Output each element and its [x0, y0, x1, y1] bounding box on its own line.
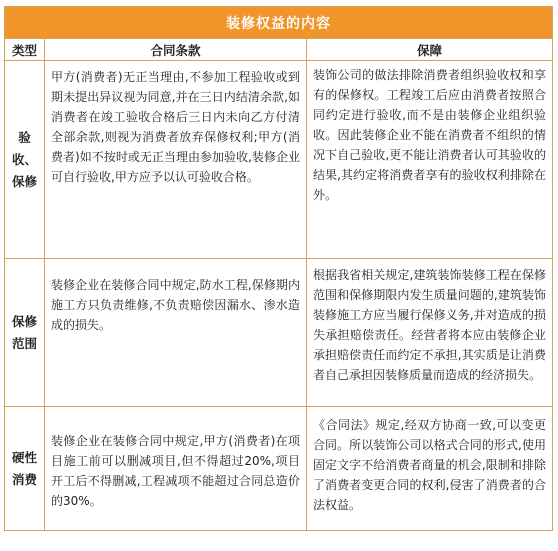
- clause-cell: 装修企业在装修合同中规定,防水工程,保修期内施工方只负责维修,不负责赔偿因漏水、渗水造成的损失。: [45, 259, 307, 407]
- type-line: 硬性: [11, 449, 37, 465]
- header-guarantee: 保障: [307, 39, 553, 61]
- type-cell-acceptance: [5, 61, 45, 259]
- type-line: 消费: [11, 471, 37, 487]
- table-header-row: [5, 39, 553, 61]
- type-cell-mandatory-consumption: [5, 407, 45, 531]
- guarantee-cell: 装饰公司的做法排除消费者组织验收权和享有的保修权。工程竣工后应由消费者按照合同约定进行验收,而不是由装修企业组织验收。因此装修企业不能在消费者不组织的情况下自己验收,更不能让消费者认可其验收的结果,其约定将消费者享有的验收权利排除在外。: [307, 61, 553, 259]
- header-clause: 合同条款: [45, 39, 307, 61]
- table-row: [5, 61, 553, 259]
- decoration-rights-table: [4, 6, 553, 531]
- guarantee-cell: 根据我省相关规定,建筑装饰装修工程在保修范围和保修期限内发生质量问题的,建筑装饰装修施工方应当履行保修义务,并对造成的损失承担赔偿责任。经营者将本应由装修企业承担赔偿责任而约定不承担,其实质是让消费者自己承担因装修质量而造成的经济损失。: [307, 259, 553, 407]
- table-row: [5, 259, 553, 407]
- table-title-row: [5, 7, 553, 39]
- type-line: 保修: [11, 313, 37, 329]
- guarantee-cell: 《合同法》规定,经双方协商一致,可以变更合同。所以装饰公司以格式合同的形式,使用固定文字不给消费者商量的机会,限制和排除了消费者变更合同的权利,侵害了消费者的合法权益。: [307, 407, 553, 531]
- table-row: [5, 407, 553, 531]
- type-line: 验: [18, 129, 31, 145]
- table-title: 装修权益的内容: [5, 7, 553, 39]
- header-type: 类型: [5, 39, 45, 61]
- clause-cell: 装修企业在装修合同中规定,甲方(消费者)在项目施工前可以删减项目,但不得超过20%,项目开工后不得删减,工程减项不能超过合同总造价的30%。: [45, 407, 307, 531]
- clause-cell: 甲方(消费者)无正当理由,不参加工程验收或到期未提出异议视为同意,并在三日内结清余款,如消费者在竣工验收合格后三日内未向乙方付清全部余款,则视为消费者放弃保修权利;甲方(消费者)如不按时或无正当理由参加验收,装修企业可自行验收,甲方应予以认可验收合格。: [45, 61, 307, 259]
- type-line: 范围: [11, 335, 37, 351]
- type-line: 保修: [11, 173, 37, 189]
- type-line: 收、: [11, 151, 37, 167]
- type-cell-warranty-scope: [5, 259, 45, 407]
